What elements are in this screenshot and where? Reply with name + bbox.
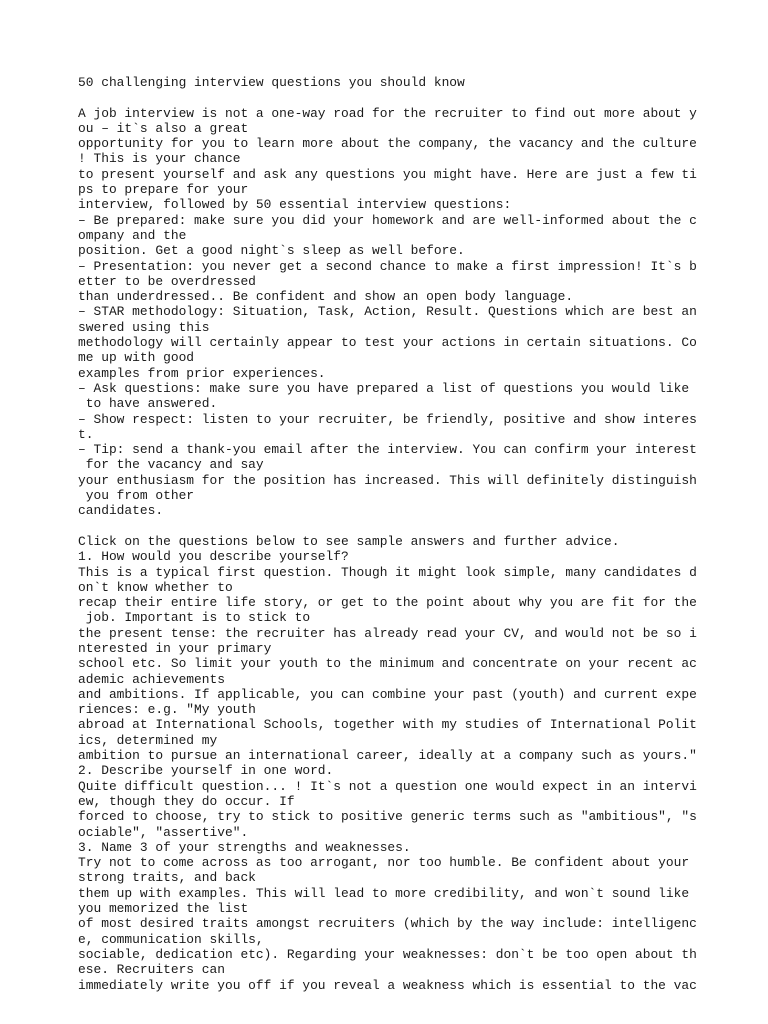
document-line: – Show respect: listen to your recruiter, be friendly, positive and show interes bbox=[78, 411, 697, 427]
document-line: forced to choose, try to stick to positive generic terms such as "ambitious", "s bbox=[78, 809, 697, 825]
document-line: you memorized the list bbox=[78, 901, 249, 917]
document-line: 2. Describe yourself in one word. bbox=[78, 763, 334, 779]
document-line: of most desired traits amongst recruiters (which by the way include: intelligenc bbox=[78, 916, 697, 932]
document-line: t. bbox=[78, 426, 94, 442]
document-line: abroad at International Schools, together with my studies of International Polit bbox=[78, 717, 697, 733]
document-line: candidates. bbox=[78, 503, 164, 519]
document-line: swered using this bbox=[78, 319, 210, 335]
document-line: you from other bbox=[78, 488, 195, 504]
document-line: school etc. So limit your youth to the minimum and concentrate on your recent ac bbox=[78, 656, 697, 672]
document-line: – Be prepared: make sure you did your homework and are well-informed about the c bbox=[78, 212, 697, 228]
document-line: interview, followed by 50 essential interview questions: bbox=[78, 197, 512, 213]
document-line: ompany and the bbox=[78, 227, 187, 243]
document-line: e, communication skills, bbox=[78, 931, 264, 947]
document-line: – Tip: send a thank-you email after the interview. You can confirm your interest bbox=[78, 442, 697, 458]
document-line: ademic achievements bbox=[78, 671, 225, 687]
document-line: Try not to come across as too arrogant, nor too humble. Be confident about your bbox=[78, 855, 690, 871]
document-line: me up with good bbox=[78, 350, 195, 366]
document-line: ociable", "assertive". bbox=[78, 824, 249, 840]
document-line: ! This is your chance bbox=[78, 151, 241, 167]
document-line bbox=[78, 90, 758, 105]
document-line: ps to prepare for your bbox=[78, 182, 249, 198]
document-line: to have answered. bbox=[78, 396, 218, 412]
document-line: ambition to pursue an international career, ideally at a company such as yours." bbox=[78, 748, 697, 764]
document-line: nterested in your primary bbox=[78, 640, 272, 656]
document-line: ese. Recruiters can bbox=[78, 962, 225, 978]
document-line: on`t know whether to bbox=[78, 579, 233, 595]
document-line: Click on the questions below to see sample answers and further advice. bbox=[78, 533, 620, 549]
document-line: job. Important is to stick to bbox=[78, 610, 311, 626]
document-text bbox=[78, 75, 758, 993]
document-line: riences: e.g. "My youth bbox=[78, 702, 256, 718]
document-line: your enthusiasm for the position has increased. This will definitely distinguish bbox=[78, 472, 697, 488]
document-line: for the vacancy and say bbox=[78, 457, 264, 473]
document-line: – STAR methodology: Situation, Task, Action, Result. Questions which are best an bbox=[78, 304, 697, 320]
document-line: ics, determined my bbox=[78, 732, 218, 748]
document-line: – Ask questions: make sure you have prepared a list of questions you would like bbox=[78, 380, 690, 396]
document-line: methodology will certainly appear to test your actions in certain situations. Co bbox=[78, 335, 697, 351]
document-line: 50 challenging interview questions you should know bbox=[78, 75, 465, 90]
document-line: etter to be overdressed bbox=[78, 273, 256, 289]
document-line: them up with examples. This will lead to more credibility, and won`t sound like bbox=[78, 885, 690, 901]
document-line: recap their entire life story, or get to the point about why you are fit for the bbox=[78, 595, 697, 611]
document-line: position. Get a good night`s sleep as well before. bbox=[78, 243, 465, 259]
document-line: – Presentation: you never get a second chance to make a first impression! It`s b bbox=[78, 258, 697, 274]
document-line: opportunity for you to learn more about the company, the vacancy and the culture bbox=[78, 136, 697, 152]
document-line: 3. Name 3 of your strengths and weaknesses. bbox=[78, 839, 411, 855]
document-line: A job interview is not a one-way road for the recruiter to find out more about y bbox=[78, 105, 697, 121]
document-line: to present yourself and ask any questions you might have. Here are just a few ti bbox=[78, 166, 697, 182]
document-line: examples from prior experiences. bbox=[78, 365, 326, 381]
document-line: immediately write you off if you reveal a weakness which is essential to the vac bbox=[78, 977, 697, 993]
document-line bbox=[78, 519, 758, 534]
document-line: the present tense: the recruiter has already read your CV, and would not be so i bbox=[78, 625, 697, 641]
document-line: strong traits, and back bbox=[78, 870, 256, 886]
document-line: sociable, dedication etc). Regarding your weaknesses: don`t be too open about th bbox=[78, 946, 697, 962]
document-line: 1. How would you describe yourself? bbox=[78, 549, 349, 565]
document-line: ou – it`s also a great bbox=[78, 120, 249, 136]
document-line: than underdressed.. Be confident and show an open body language. bbox=[78, 289, 574, 305]
document-line: This is a typical first question. Though it might look simple, many candidates d bbox=[78, 564, 697, 580]
document-line: and ambitions. If applicable, you can combine your past (youth) and current expe bbox=[78, 686, 697, 702]
document-line: ew, though they do occur. If bbox=[78, 793, 295, 809]
document-line: Quite difficult question... ! It`s not a question one would expect in an intervi bbox=[78, 778, 697, 794]
